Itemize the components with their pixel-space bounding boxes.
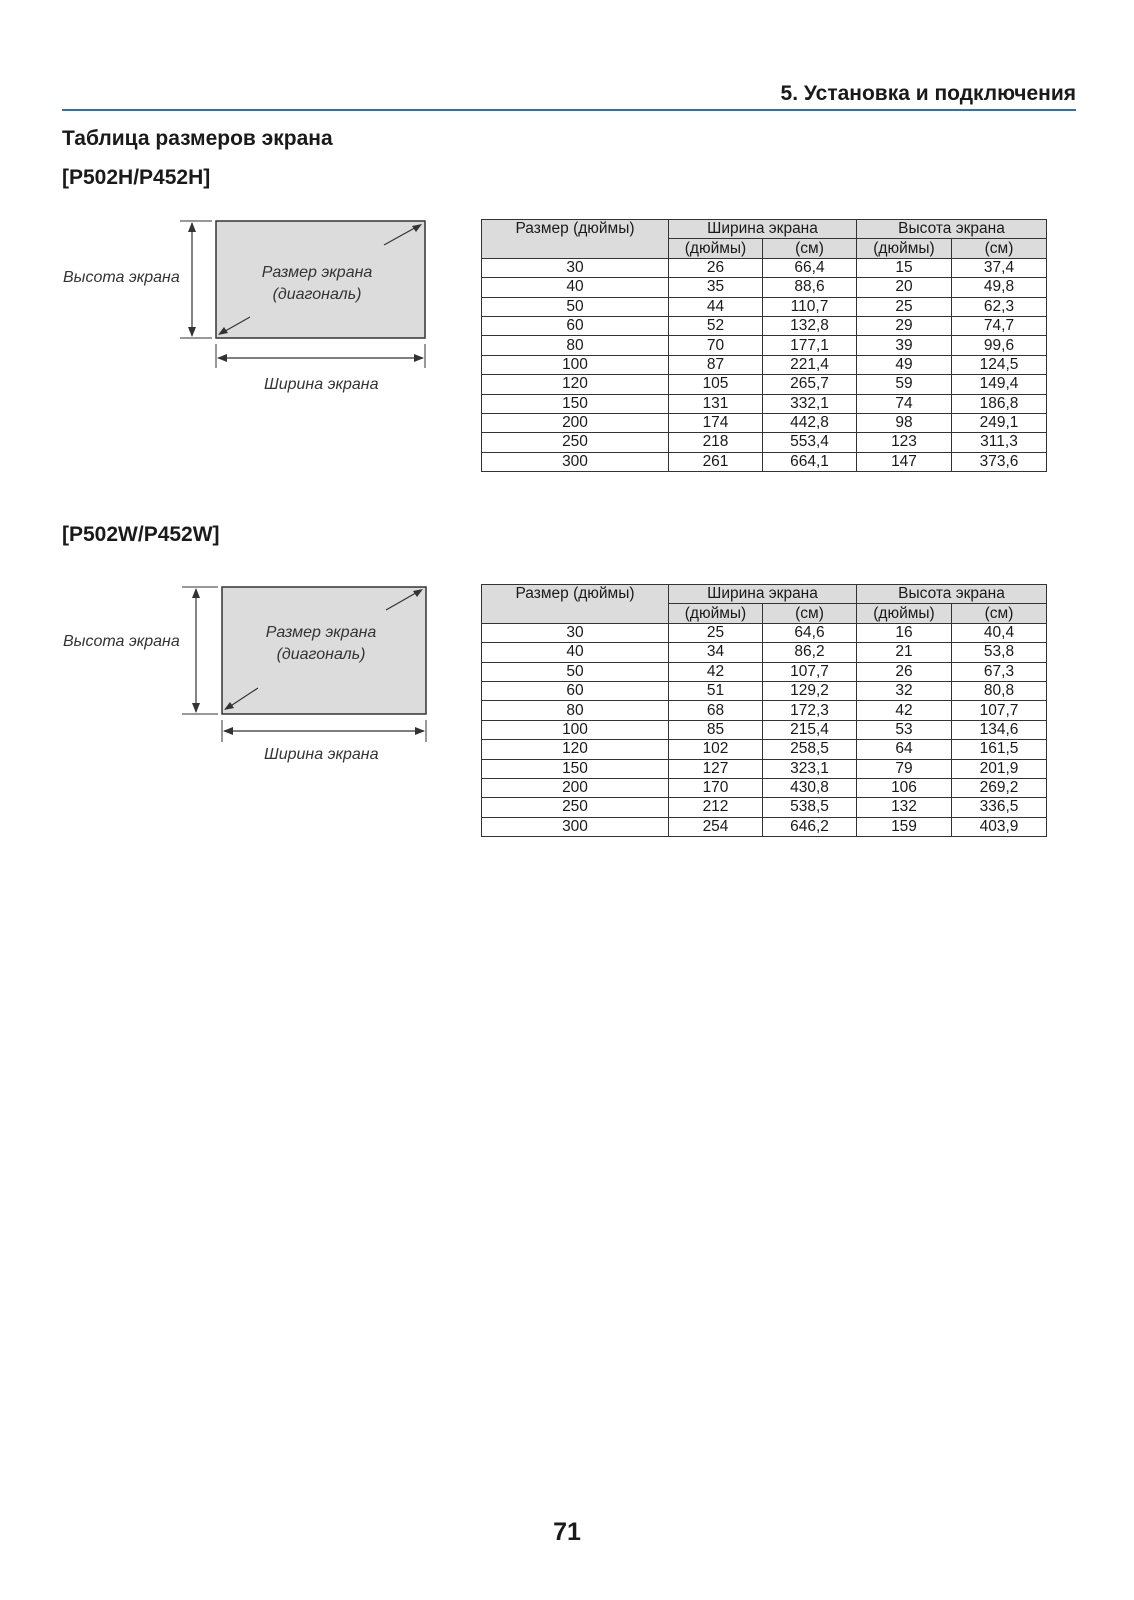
screen-diagram-h — [60, 218, 460, 418]
table-row — [482, 740, 1047, 759]
cell-size: 30 — [482, 258, 669, 277]
cell-width-inches: 34 — [669, 643, 763, 662]
cell-height-inches: 25 — [857, 297, 952, 316]
table-row — [482, 681, 1047, 700]
header-rule — [62, 109, 1076, 111]
col-header-size: Размер (дюймы) — [482, 220, 669, 259]
table-row — [482, 720, 1047, 739]
diagonal-label — [256, 622, 386, 666]
col-header-width-inches: (дюймы) — [669, 239, 763, 258]
cell-width-inches: 51 — [669, 681, 763, 700]
cell-size: 250 — [482, 433, 669, 452]
cell-width-inches: 105 — [669, 375, 763, 394]
table-row — [482, 623, 1047, 642]
cell-width-inches: 254 — [669, 817, 763, 836]
cell-width-inches: 102 — [669, 740, 763, 759]
cell-height-inches: 39 — [857, 336, 952, 355]
cell-height-cm: 80,8 — [952, 681, 1047, 700]
cell-size: 100 — [482, 720, 669, 739]
table-row — [482, 258, 1047, 277]
cell-width-inches: 170 — [669, 778, 763, 797]
cell-width-inches: 42 — [669, 662, 763, 681]
col-header-width-inches: (дюймы) — [669, 604, 763, 623]
cell-width-inches: 70 — [669, 336, 763, 355]
table-row — [482, 817, 1047, 836]
cell-width-cm: 86,2 — [763, 643, 857, 662]
cell-width-cm: 265,7 — [763, 375, 857, 394]
cell-size: 300 — [482, 817, 669, 836]
cell-width-inches: 212 — [669, 798, 763, 817]
table-row — [482, 336, 1047, 355]
diagonal-label-line2: (диагональ) — [276, 646, 366, 663]
cell-width-cm: 172,3 — [763, 701, 857, 720]
cell-height-cm: 186,8 — [952, 394, 1047, 413]
cell-height-inches: 26 — [857, 662, 952, 681]
cell-width-cm: 646,2 — [763, 817, 857, 836]
cell-height-cm: 311,3 — [952, 433, 1047, 452]
section-title: Таблица размеров экрана — [62, 127, 333, 150]
col-header-width-cm: (см) — [763, 239, 857, 258]
table-row — [482, 375, 1047, 394]
screen-size-table-h — [481, 219, 1047, 472]
cell-height-cm: 403,9 — [952, 817, 1047, 836]
cell-width-inches: 44 — [669, 297, 763, 316]
cell-height-inches: 123 — [857, 433, 952, 452]
cell-size: 40 — [482, 643, 669, 662]
cell-size: 200 — [482, 778, 669, 797]
cell-width-cm: 66,4 — [763, 258, 857, 277]
cell-width-cm: 323,1 — [763, 759, 857, 778]
cell-width-inches: 261 — [669, 452, 763, 471]
table-body — [482, 623, 1047, 836]
cell-height-inches: 98 — [857, 413, 952, 432]
cell-width-cm: 538,5 — [763, 798, 857, 817]
cell-height-cm: 373,6 — [952, 452, 1047, 471]
table-row — [482, 297, 1047, 316]
cell-height-inches: 106 — [857, 778, 952, 797]
cell-width-cm: 107,7 — [763, 662, 857, 681]
diagonal-label-line1: Размер экрана — [265, 624, 377, 641]
col-header-height: Высота экрана — [857, 585, 1047, 604]
height-label: Высота экрана — [63, 269, 180, 286]
cell-width-cm: 110,7 — [763, 297, 857, 316]
table-row — [482, 701, 1047, 720]
cell-width-cm: 132,8 — [763, 316, 857, 335]
cell-height-inches: 42 — [857, 701, 952, 720]
cell-width-cm: 553,4 — [763, 433, 857, 452]
cell-height-cm: 53,8 — [952, 643, 1047, 662]
cell-width-cm: 332,1 — [763, 394, 857, 413]
diagonal-label-line2: (диагональ) — [272, 286, 362, 303]
cell-size: 120 — [482, 375, 669, 394]
cell-width-inches: 26 — [669, 258, 763, 277]
cell-width-cm: 129,2 — [763, 681, 857, 700]
cell-width-inches: 68 — [669, 701, 763, 720]
diagonal-label — [252, 262, 382, 306]
width-label: Ширина экрана — [264, 376, 379, 393]
cell-height-inches: 20 — [857, 278, 952, 297]
cell-height-cm: 149,4 — [952, 375, 1047, 394]
cell-width-inches: 127 — [669, 759, 763, 778]
cell-size: 150 — [482, 759, 669, 778]
cell-size: 80 — [482, 701, 669, 720]
cell-width-inches: 25 — [669, 623, 763, 642]
screen-size-table-w — [481, 584, 1047, 837]
cell-size: 150 — [482, 394, 669, 413]
cell-height-inches: 74 — [857, 394, 952, 413]
model-title-h: [P502H/P452H] — [62, 166, 211, 189]
cell-height-cm: 336,5 — [952, 798, 1047, 817]
table-row — [482, 278, 1047, 297]
cell-height-inches: 21 — [857, 643, 952, 662]
cell-size: 50 — [482, 297, 669, 316]
cell-height-cm: 107,7 — [952, 701, 1047, 720]
cell-height-cm: 62,3 — [952, 297, 1047, 316]
cell-size: 300 — [482, 452, 669, 471]
cell-height-cm: 67,3 — [952, 662, 1047, 681]
cell-height-inches: 32 — [857, 681, 952, 700]
cell-height-cm: 161,5 — [952, 740, 1047, 759]
cell-width-cm: 221,4 — [763, 355, 857, 374]
cell-width-inches: 218 — [669, 433, 763, 452]
cell-height-cm: 74,7 — [952, 316, 1047, 335]
cell-width-cm: 430,8 — [763, 778, 857, 797]
col-header-height-cm: (см) — [952, 604, 1047, 623]
table-row — [482, 643, 1047, 662]
cell-height-cm: 269,2 — [952, 778, 1047, 797]
cell-size: 100 — [482, 355, 669, 374]
table-row — [482, 394, 1047, 413]
cell-height-cm: 249,1 — [952, 413, 1047, 432]
cell-width-cm: 215,4 — [763, 720, 857, 739]
cell-size: 50 — [482, 662, 669, 681]
col-header-height-cm: (см) — [952, 239, 1047, 258]
cell-width-cm: 177,1 — [763, 336, 857, 355]
width-label: Ширина экрана — [264, 746, 379, 763]
cell-height-inches: 59 — [857, 375, 952, 394]
cell-height-inches: 147 — [857, 452, 952, 471]
cell-height-inches: 159 — [857, 817, 952, 836]
table-body — [482, 258, 1047, 471]
cell-height-inches: 15 — [857, 258, 952, 277]
cell-width-inches: 85 — [669, 720, 763, 739]
table-row — [482, 798, 1047, 817]
table-row — [482, 759, 1047, 778]
col-header-width-cm: (см) — [763, 604, 857, 623]
cell-height-cm: 49,8 — [952, 278, 1047, 297]
cell-width-inches: 174 — [669, 413, 763, 432]
cell-height-cm: 37,4 — [952, 258, 1047, 277]
cell-height-inches: 64 — [857, 740, 952, 759]
cell-width-inches: 131 — [669, 394, 763, 413]
cell-height-inches: 53 — [857, 720, 952, 739]
cell-height-inches: 16 — [857, 623, 952, 642]
page-number: 71 — [553, 1518, 581, 1546]
cell-height-cm: 134,6 — [952, 720, 1047, 739]
cell-size: 60 — [482, 316, 669, 335]
diagonal-label-line1: Размер экрана — [261, 264, 373, 281]
cell-height-inches: 29 — [857, 316, 952, 335]
cell-width-cm: 64,6 — [763, 623, 857, 642]
col-header-size: Размер (дюймы) — [482, 585, 669, 624]
cell-height-cm: 124,5 — [952, 355, 1047, 374]
table-row — [482, 413, 1047, 432]
cell-size: 200 — [482, 413, 669, 432]
cell-width-cm: 258,5 — [763, 740, 857, 759]
cell-width-inches: 87 — [669, 355, 763, 374]
cell-width-inches: 35 — [669, 278, 763, 297]
cell-size: 120 — [482, 740, 669, 759]
height-label: Высота экрана — [63, 633, 180, 650]
cell-height-inches: 79 — [857, 759, 952, 778]
cell-height-inches: 132 — [857, 798, 952, 817]
table-row — [482, 778, 1047, 797]
chapter-title: 5. Установка и подключения — [780, 82, 1076, 105]
cell-height-cm: 99,6 — [952, 336, 1047, 355]
table-row — [482, 316, 1047, 335]
col-header-width: Ширина экрана — [669, 585, 857, 604]
cell-width-cm: 664,1 — [763, 452, 857, 471]
cell-size: 40 — [482, 278, 669, 297]
cell-height-inches: 49 — [857, 355, 952, 374]
model-title-w: [P502W/P452W] — [62, 523, 220, 546]
col-header-width: Ширина экрана — [669, 220, 857, 239]
col-header-height-inches: (дюймы) — [857, 239, 952, 258]
cell-width-cm: 442,8 — [763, 413, 857, 432]
cell-size: 80 — [482, 336, 669, 355]
screen-diagram-w — [60, 584, 460, 784]
table-row — [482, 452, 1047, 471]
col-header-height-inches: (дюймы) — [857, 604, 952, 623]
cell-size: 60 — [482, 681, 669, 700]
cell-size: 250 — [482, 798, 669, 817]
cell-width-inches: 52 — [669, 316, 763, 335]
cell-height-cm: 40,4 — [952, 623, 1047, 642]
cell-height-cm: 201,9 — [952, 759, 1047, 778]
col-header-height: Высота экрана — [857, 220, 1047, 239]
table-row — [482, 662, 1047, 681]
table-row — [482, 355, 1047, 374]
cell-size: 30 — [482, 623, 669, 642]
table-row — [482, 433, 1047, 452]
cell-width-cm: 88,6 — [763, 278, 857, 297]
